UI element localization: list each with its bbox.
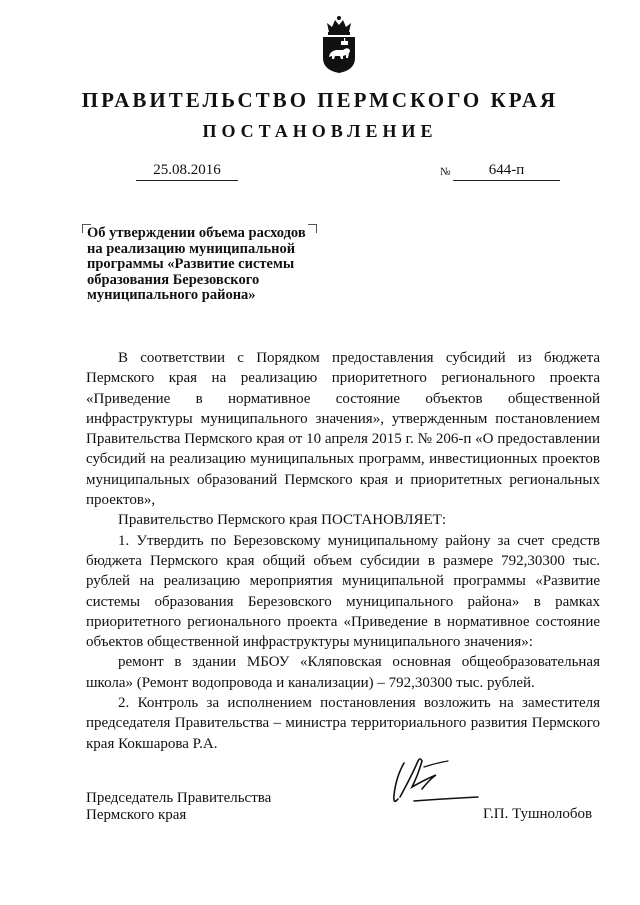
- signer-name: Г.П. Тушнолобов: [483, 806, 593, 822]
- document-subject: [87, 226, 327, 304]
- signer-position-line: Пермского края: [86, 807, 187, 823]
- subject-line: муниципального района»: [87, 287, 256, 303]
- item-2-paragraph: 2. Контроль за исполнением постановления возложить на заместителя председателя Правительства – министра территориального развития Пермского края Кокшарова Р.А.: [86, 695, 600, 752]
- subject-line: на реализацию муниципальной: [87, 240, 296, 257]
- government-title: ПРАВИТЕЛЬСТВО ПЕРМСКОГО КРАЯ: [81, 88, 559, 112]
- signer-position-line: Председатель Правительства: [86, 790, 272, 806]
- document-body: [86, 348, 600, 754]
- preamble-paragraph: В соответствии с Порядком предоставления субсидий из бюджета Пермского края на реализацию приоритетного регионального проекта «Приведение в нормативное состояние объектов общественной инфраструктуры муниципального значения», утвержденным постановлением Правительства Пермского края от 10 апреля 2015 г. № 206-п «О предоставлении субсидий на реализацию муниципальных программ, инвестиционных проектов муниципальных образований Пермского края и приоритетных региональных проектов»,: [86, 350, 600, 509]
- document-type: ПОСТАНОВЛЕНИЕ: [202, 121, 438, 141]
- signer-position: [86, 790, 271, 824]
- resolution-paragraph: Правительство Пермского края ПОСТАНОВЛЯЕТ:: [118, 512, 447, 529]
- subject-line: программы «Развитие системы: [87, 256, 295, 272]
- subject-line: Об утверждении объема расходов: [87, 225, 306, 241]
- repair-paragraph: ремонт в здании МБОУ «Кляповская основная общеобразовательная школа» (Ремонт водопровода и канализации) – 792,30300 тыс. рублей.: [86, 654, 600, 691]
- document-number: 644-п: [453, 160, 560, 181]
- subject-line: образования Березовского: [87, 271, 260, 288]
- coat-of-arms-icon: [321, 14, 357, 74]
- number-label: №: [440, 166, 451, 178]
- item-1-paragraph: 1. Утвердить по Березовскому муниципальному району за счет средств бюджета Пермского края общий объем субсидии в размере 792,30300 тыс. рублей на реализацию мероприятия муниципальной программы «Развитие системы образования Березовского муниципального района» в рамках приоритетного регионального проекта «Приведение в нормативное состояние объектов общественной инфраструктуры муниципального значения»:: [86, 532, 600, 651]
- document-date: 25.08.2016: [136, 160, 238, 181]
- signature-icon: [390, 755, 482, 813]
